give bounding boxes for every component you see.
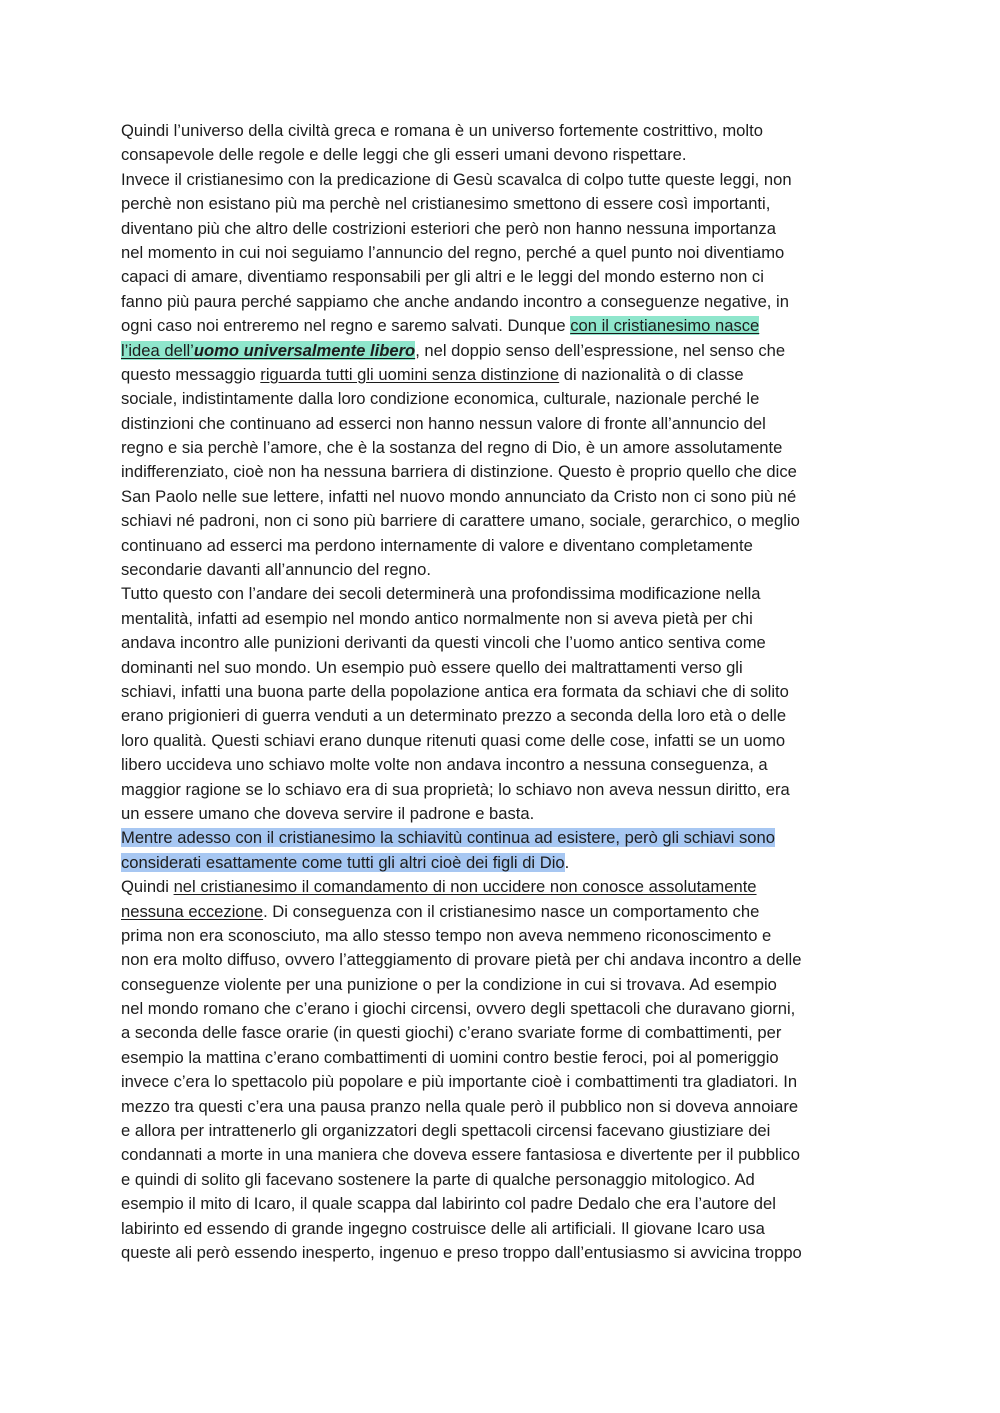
text-run: mezzo tra questi c’era una pausa pranzo nella quale però il pubblico non si doveva annoiare: [121, 1096, 799, 1116]
text-run: , nel doppio senso dell’espressione, nel senso che: [415, 340, 786, 360]
text-line: [121, 265, 901, 289]
highlighted-text: considerati esattamente come tutti gli altri cioè dei figli di Dio: [121, 852, 565, 872]
text-line: [121, 1192, 901, 1216]
text-line: [121, 387, 901, 411]
text-run: loro qualità. Questi schiavi erano dunque ritenuti quasi come delle cose, infatti se un uomo: [121, 730, 786, 750]
text-line: [121, 363, 901, 387]
text-run: andava incontro alle punizioni derivanti da questi vincoli che l’uomo antico sentiva come: [121, 633, 766, 653]
text-run: Tutto questo con l’andare dei secoli determinerà una profondissima modificazione nella: [121, 584, 761, 604]
text-line: [121, 729, 901, 753]
text-run: fanno più paura perché sappiamo che anche andando incontro a conseguenze negative, in: [121, 291, 789, 311]
text-line: [121, 339, 901, 363]
text-line: [121, 1241, 901, 1265]
text-line: [121, 314, 901, 338]
text-line: [121, 558, 901, 582]
text-line: [121, 1143, 901, 1167]
text-line: [121, 948, 901, 972]
highlighted-text: uomo universalmente libero: [193, 340, 416, 360]
text-line: [121, 460, 901, 484]
text-run: diventano più che altro delle costrizioni esteriori che però non hanno nessuna importanza: [121, 218, 776, 238]
text-run: nel mondo romano che c’erano i giochi circensi, ovvero degli spettacoli che duravano giorni,: [121, 999, 796, 1019]
text-run: conseguenze violente per una punizione o per la condizione in cui si trovava. Ad esempio: [121, 974, 777, 994]
underlined-text: riguarda tutti gli uomini senza distinzione: [260, 364, 560, 384]
text-line: [121, 1095, 901, 1119]
text-line: [121, 802, 901, 826]
text-line: [121, 1021, 901, 1045]
text-line: [121, 851, 901, 875]
text-run: Invece il cristianesimo con la predicazione di Gesù scavalca di colpo tutte queste leggi, non: [121, 169, 792, 189]
underlined-text: nel cristianesimo il comandamento di non uccidere non conosce assolutamente: [173, 877, 757, 897]
highlighted-text: l’idea dell’: [121, 340, 194, 360]
text-run: . Di conseguenza con il cristianesimo nasce un comportamento che: [263, 901, 760, 921]
text-line: [121, 1070, 901, 1094]
text-run: continuano ad esserci ma perdono internamente di valore e diventano completamente: [121, 535, 753, 555]
text-line: [121, 1168, 901, 1192]
text-line: [121, 582, 901, 606]
text-line: [121, 290, 901, 314]
underlined-text: nessuna eccezione: [121, 901, 264, 921]
text-line: [121, 875, 901, 899]
text-run: di nazionalità o di classe: [559, 364, 744, 384]
text-line: [121, 753, 901, 777]
text-line: [121, 485, 901, 509]
text-line: [121, 241, 901, 265]
highlighted-text: con il cristianesimo nasce: [570, 316, 760, 336]
text-run: regno e sia perchè l’amore, che è la sostanza del regno di Dio, è un amore assolutamente: [121, 438, 783, 458]
text-line: [121, 1217, 901, 1241]
text-line: [121, 143, 901, 167]
text-line: [121, 534, 901, 558]
text-line: [121, 168, 901, 192]
text-run: a seconda delle fasce orarie (in questi giochi) c’erano svariate forme di combattimenti, per: [121, 1023, 782, 1043]
text-run: consapevole delle regole e delle leggi che gli esseri umani devono rispettare.: [121, 145, 687, 165]
text-run: dominanti nel suo mondo. Un esempio può essere quello dei maltrattamenti verso gli: [121, 657, 743, 677]
text-run: condannati a morte in una maniera che doveva essere fantasiosa e divertente per il pubblico: [121, 1145, 800, 1165]
text-run: e quindi di solito gli facevano sostenere la parte di qualche personaggio mitologico. Ad: [121, 1169, 755, 1189]
text-run: prima non era sconosciuto, ma allo stesso tempo non aveva nemmeno riconoscimento e: [121, 925, 772, 945]
text-run: invece c’era lo spettacolo più popolare e più importante cioè i combattimenti tra gladiatori. In: [121, 1072, 798, 1092]
text-line: [121, 412, 901, 436]
text-run: labirinto ed essendo di grande ingegno costruisce delle ali artificiali. Il giovane Icaro usa: [121, 1218, 765, 1238]
text-run: Quindi: [121, 877, 174, 897]
text-line: [121, 924, 901, 948]
text-line: [121, 973, 901, 997]
body-text: [121, 119, 901, 1265]
text-run: secondarie davanti all’annuncio del regno.: [121, 560, 431, 580]
text-run: e allora per intrattenerlo gli organizzatori degli spettacoli circensi facevano giustiziare dei: [121, 1121, 771, 1141]
text-run: nel momento in cui noi seguiamo l’annuncio del regno, perché a quel punto noi diventiamo: [121, 242, 785, 262]
text-line: [121, 1046, 901, 1070]
text-line: [121, 900, 901, 924]
text-run: schiavi, infatti una buona parte della popolazione antica era formata da schiavi che di solito: [121, 681, 789, 701]
text-run: indifferenziato, cioè non ha nessuna barriera di distinzione. Questo è proprio quello che dice: [121, 462, 797, 482]
text-run: esempio il mito di Icaro, il quale scappa dal labirinto col padre Dedalo che era l’autore del: [121, 1194, 776, 1214]
text-line: [121, 631, 901, 655]
text-run: San Paolo nelle sue lettere, infatti nel nuovo mondo annunciato da Cristo non ci sono più né: [121, 486, 797, 506]
text-run: queste ali però essendo inesperto, ingenuo e preso troppo dall’entusiasmo si avvicina troppo: [121, 1242, 802, 1262]
text-run: esempio la mattina c’erano combattimenti di uomini contro bestie feroci, poi al pomeriggio: [121, 1047, 779, 1067]
text-run: libero uccideva uno schiavo molte volte non andava incontro a nessuna conseguenza, a: [121, 755, 768, 775]
text-run: ogni caso noi entreremo nel regno e saremo salvati. Dunque: [121, 316, 571, 336]
text-run: .: [564, 852, 570, 872]
highlighted-text: Mentre adesso con il cristianesimo la schiavitù continua ad esistere, però gli schiavi sono: [121, 828, 775, 848]
text-run: questo messaggio: [121, 364, 261, 384]
text-run: erano prigionieri di guerra venduti a un determinato prezzo a seconda della loro età o delle: [121, 706, 787, 726]
text-line: [121, 119, 901, 143]
text-line: [121, 704, 901, 728]
text-line: [121, 778, 901, 802]
text-line: [121, 1119, 901, 1143]
text-run: perchè non esistano più ma perchè nel cristianesimo smettono di essere così importanti,: [121, 194, 771, 214]
text-run: un essere umano che doveva servire il padrone e basta.: [121, 803, 535, 823]
text-line: [121, 607, 901, 631]
text-run: Quindi l’universo della civiltà greca e romana è un universo fortemente costrittivo, molto: [121, 121, 763, 140]
text-line: [121, 826, 901, 850]
text-line: [121, 217, 901, 241]
text-run: sociale, indistintamente dalla loro condizione economica, culturale, nazionale perché le: [121, 389, 760, 409]
text-line: [121, 680, 901, 704]
text-run: mentalità, infatti ad esempio nel mondo antico normalmente non si aveva pietà per chi: [121, 608, 753, 628]
text-line: [121, 436, 901, 460]
text-run: schiavi né padroni, non ci sono più barriere di carattere umano, sociale, gerarchico, o meglio: [121, 511, 800, 531]
text-run: capaci di amare, diventiamo responsabili per gli altri e le leggi del mondo esterno non ci: [121, 267, 764, 287]
text-line: [121, 192, 901, 216]
text-run: non era molto diffuso, ovvero l’atteggiamento di provare pietà per chi andava incontro a delle: [121, 950, 802, 970]
text-line: [121, 509, 901, 533]
text-line: [121, 656, 901, 680]
text-line: [121, 997, 901, 1021]
text-run: maggior ragione se lo schiavo era di sua proprietà; lo schiavo non aveva nessun diritto, era: [121, 779, 790, 799]
text-run: distinzioni che continuano ad esserci non hanno nessun valore di fronte all’annuncio del: [121, 413, 766, 433]
